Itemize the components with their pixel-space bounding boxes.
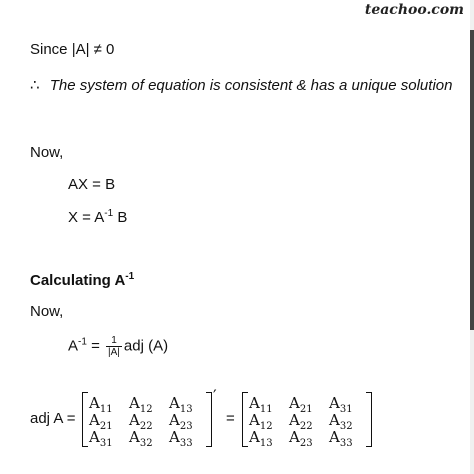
matrix-entry: $A_{13}$ bbox=[249, 428, 273, 449]
adjoint-matrix bbox=[242, 394, 372, 449]
teachoo-logo: teachoo.com bbox=[364, 2, 464, 18]
matrix-entry: $A_{23}$ bbox=[289, 428, 313, 449]
equation-x-inverse: $X = A^{-1}$ B bbox=[68, 208, 128, 226]
therefore-symbol: ∴ bbox=[30, 77, 40, 94]
matrix-entry: $A_{33}$ bbox=[169, 428, 193, 449]
matrix-entry: $A_{32}$ bbox=[129, 428, 153, 449]
matrix-entry: $A_{32}$ bbox=[329, 411, 353, 432]
matrix-entry: $A_{12}$ bbox=[129, 394, 153, 415]
matrix-entry: $A_{31}$ bbox=[89, 428, 113, 449]
matrix-entry: $A_{21}$ bbox=[289, 394, 313, 415]
matrix-entry: $A_{22}$ bbox=[289, 411, 313, 432]
since-line: Since |A| ≠ 0 bbox=[30, 41, 115, 58]
now-label-2: Now, bbox=[30, 303, 64, 320]
cofactor-matrix bbox=[82, 394, 212, 449]
matrix-entry: $A_{11}$ bbox=[249, 394, 273, 415]
equals-sign: = bbox=[226, 410, 235, 427]
now-label-1: Now, bbox=[30, 144, 64, 161]
transpose-mark: ′ bbox=[213, 386, 217, 405]
therefore-line bbox=[30, 77, 452, 95]
adj-label: adj A = bbox=[30, 410, 76, 427]
matrix-entry: $A_{11}$ bbox=[89, 394, 113, 415]
matrix-entry: $A_{31}$ bbox=[329, 394, 353, 415]
matrix-entry: $A_{12}$ bbox=[249, 411, 273, 432]
matrix-entry: $A_{21}$ bbox=[89, 411, 113, 432]
inverse-formula: $A^{-1}$ = $\frac{1}{|A|}$ adj (A) bbox=[68, 335, 169, 358]
equation-ax-b: AX = B bbox=[68, 176, 116, 193]
calculating-heading: Calculating $A^{-1}$ bbox=[30, 271, 135, 289]
matrix-entry: $A_{22}$ bbox=[129, 411, 153, 432]
matrix-entry: $A_{23}$ bbox=[169, 411, 193, 432]
matrix-entry: $A_{13}$ bbox=[169, 394, 193, 415]
matrix-entry: $A_{33}$ bbox=[329, 428, 353, 449]
fraction: $\frac{1}{|A|}$ bbox=[108, 335, 120, 358]
consistency-statement: The system of equation is consistent & has a unique solution bbox=[49, 77, 453, 94]
scrollbar-thumb[interactable] bbox=[470, 30, 474, 330]
